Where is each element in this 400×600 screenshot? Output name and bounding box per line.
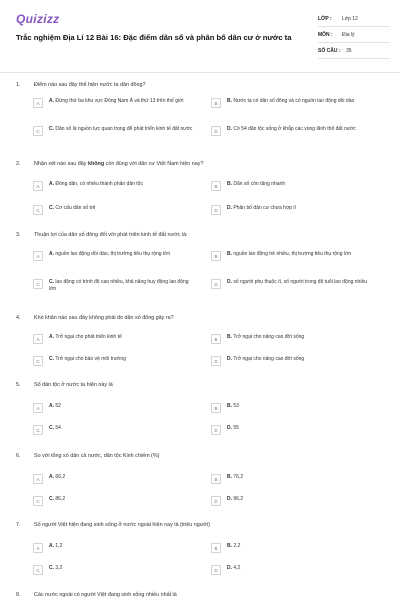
option-a[interactable]: [33, 98, 211, 108]
document-title: Trắc nghiệm Địa Lí 12 Bài 16: Đặc điểm dân số và phân bố dân cư ở nước ta: [16, 33, 292, 42]
meta-label: LỚP :: [318, 15, 332, 22]
option-text: 66,2: [55, 474, 66, 480]
option-b[interactable]: [211, 403, 389, 413]
option-text: Có 54 dân tộc sống ở khắp các vùng lãnh thổ đất nước: [233, 126, 356, 132]
option-text: 76,2: [233, 474, 244, 480]
option-a[interactable]: [33, 543, 211, 553]
option-label: B.: [227, 543, 232, 549]
option-letter: C: [33, 205, 43, 215]
meta-info: [318, 11, 390, 59]
option-label: B.: [227, 334, 232, 340]
option-letter: A: [33, 334, 43, 344]
option-text: Trở ngại cho phát triển kinh tế: [55, 334, 122, 340]
option-text: 4,2: [233, 565, 241, 571]
question-6: [16, 451, 388, 461]
meta-row-count: [318, 43, 390, 59]
option-text: Trở ngại cho nâng cao đời sống: [233, 334, 305, 340]
option-letter: B: [211, 98, 221, 108]
question-number: 3.: [16, 232, 21, 238]
question-header: [16, 313, 388, 323]
question-7: [16, 520, 388, 530]
meta-label: SỐ CÂU :: [318, 47, 341, 54]
option-c[interactable]: [33, 205, 211, 215]
option-letter: D: [211, 356, 221, 366]
option-c[interactable]: [33, 565, 211, 575]
option-text: Dân số còn tăng nhanh: [233, 181, 286, 187]
option-label: A.: [49, 251, 54, 257]
option-b[interactable]: [211, 334, 389, 344]
option-label: C.: [49, 565, 54, 571]
option-label: B.: [227, 403, 232, 409]
question-number: 6.: [16, 453, 21, 459]
option-letter: C: [33, 496, 43, 506]
option-label: C.: [49, 425, 54, 431]
option-label: D.: [227, 496, 232, 502]
option-label: D.: [227, 279, 232, 285]
question-text: Điểm nào sau đây thể hiện nước ta dân đông?: [34, 82, 146, 88]
option-text: 3,2: [55, 565, 63, 571]
question-header: [16, 520, 388, 530]
option-label: C.: [49, 126, 54, 132]
question-number: 8.: [16, 592, 21, 598]
question-8: [16, 590, 388, 600]
question-text: Số người Việt hiện đang sinh sống ở nước ngoài hiện nay là (triệu người): [34, 522, 210, 528]
meta-label: MÔN :: [318, 31, 333, 38]
option-b[interactable]: [211, 98, 389, 108]
option-letter: B: [211, 474, 221, 484]
question-text: Các nước ngoài có người Việt đang sinh sống nhiều nhất là: [34, 592, 177, 598]
question-text: Khó khăn nào sau đây không phải do dân số đông gây ra?: [34, 315, 174, 321]
option-letter: C: [33, 279, 43, 289]
option-letter: D: [211, 425, 221, 435]
option-text: Phân bố dân cư chưa hợp lí: [233, 205, 296, 211]
option-letter: A: [33, 181, 43, 191]
option-label: B.: [227, 181, 232, 187]
meta-row-subject: [318, 27, 390, 43]
option-letter: C: [33, 126, 43, 136]
option-label: A.: [49, 98, 54, 104]
option-letter: B: [211, 251, 221, 261]
question-text: Số dân tộc ở nước ta hiện này là: [34, 382, 113, 388]
option-text: Cơ cấu dân số trẻ: [55, 205, 96, 211]
option-text: Đứng thứ ba khu vực Đông Nam Á và thứ 13 trên thế giới: [55, 98, 184, 104]
option-letter: A: [33, 251, 43, 261]
option-letter: B: [211, 181, 221, 191]
meta-value: Địa lý: [342, 31, 355, 38]
option-label: A.: [49, 403, 54, 409]
option-letter: C: [33, 565, 43, 575]
option-text: 2,2: [233, 543, 241, 549]
question-2: [16, 159, 388, 169]
option-label: A.: [49, 474, 54, 480]
question-number: 5.: [16, 382, 21, 388]
question-header: [16, 380, 388, 390]
question-4: [16, 313, 388, 323]
option-c[interactable]: [33, 496, 211, 506]
option-text: Đông dân, có nhiều thành phần dân tộc: [55, 181, 143, 187]
question-3: [16, 230, 388, 240]
option-c[interactable]: [33, 356, 211, 366]
option-label: D.: [227, 205, 232, 211]
quizizz-logo: Quizizz: [16, 12, 60, 26]
option-label: C.: [49, 205, 54, 211]
header-divider: [0, 72, 400, 73]
option-label: C.: [49, 279, 54, 285]
page-header: [0, 0, 400, 72]
option-b[interactable]: [211, 181, 389, 191]
option-letter: B: [211, 543, 221, 553]
option-d[interactable]: [211, 496, 389, 506]
question-1: [16, 80, 388, 90]
option-letter: D: [211, 496, 221, 506]
question-number: 1.: [16, 82, 21, 88]
option-label: B.: [227, 474, 232, 480]
option-letter: C: [33, 425, 43, 435]
option-text: Trở ngại cho nâng cao đời sống: [233, 356, 305, 362]
option-c[interactable]: [33, 279, 211, 293]
option-text: 96,2: [233, 496, 244, 502]
option-letter: D: [211, 279, 221, 289]
option-text: Trở ngại cho bảo vệ môi trường: [55, 356, 126, 362]
option-b[interactable]: [211, 251, 389, 261]
meta-value: 35: [346, 47, 352, 54]
option-label: C.: [49, 496, 54, 502]
option-label: D.: [227, 356, 232, 362]
question-header: [16, 159, 388, 169]
question-5: [16, 380, 388, 390]
meta-row-class: [318, 11, 390, 27]
option-letter: C: [33, 356, 43, 366]
option-text: 86,2: [55, 496, 66, 502]
option-text: Nước ta có dân số đông và có nguồn lao động dồi dào: [233, 98, 355, 104]
option-label: A.: [49, 543, 54, 549]
option-letter: A: [33, 403, 43, 413]
option-a[interactable]: [33, 334, 211, 344]
option-letter: B: [211, 334, 221, 344]
option-a[interactable]: [33, 403, 211, 413]
option-text: nguồn lao động trẻ nhiều, thị trường tiêu thụ rộng lớn: [233, 251, 352, 257]
question-header: [16, 590, 388, 600]
option-a[interactable]: [33, 181, 211, 191]
option-label: D.: [227, 126, 232, 132]
question-header: [16, 230, 388, 240]
option-d[interactable]: [211, 425, 389, 435]
option-a[interactable]: [33, 474, 211, 484]
option-d[interactable]: [211, 565, 389, 575]
option-letter: A: [33, 543, 43, 553]
question-text: Nhận xét nào sau đây không còn đúng với dân cư Việt Nam hiện nay?: [34, 161, 204, 167]
question-number: 4.: [16, 315, 21, 321]
option-label: D.: [227, 565, 232, 571]
option-label: A.: [49, 181, 54, 187]
question-number: 2.: [16, 161, 21, 167]
question-text: So với tổng số dân cả nước, dân tộc Kinh chiếm (%): [34, 453, 160, 459]
option-text: 55: [233, 425, 239, 431]
question-text: Thuận lợi của dân số đông đối với phát triển kinh tế đất nước là:: [34, 232, 188, 238]
option-text: 1,2: [55, 543, 63, 549]
option-label: B.: [227, 98, 232, 104]
option-letter: B: [211, 403, 221, 413]
option-c[interactable]: [33, 425, 211, 435]
option-text: 53: [233, 403, 239, 409]
question-number: 7.: [16, 522, 21, 528]
option-text: Dân số là nguồn lực quan trọng để phát triển kinh tế đất nước: [55, 126, 193, 132]
option-label: A.: [49, 334, 54, 340]
option-b[interactable]: [211, 543, 389, 553]
option-text: nguồn lao động dồi dào, thị trường tiêu thụ rộng lớn: [55, 251, 171, 257]
option-d[interactable]: [211, 356, 389, 366]
option-text: lao động có trình độ cao nhiều, khả năng huy động lao động lớn: [49, 279, 189, 292]
option-text: 52: [55, 403, 61, 409]
option-letter: D: [211, 205, 221, 215]
option-letter: D: [211, 565, 221, 575]
option-label: B.: [227, 251, 232, 257]
meta-value: Lớp 12: [342, 15, 358, 22]
option-b[interactable]: [211, 474, 389, 484]
option-a[interactable]: [33, 251, 211, 261]
option-text: số người phụ thuộc ít, số người trong độ tuổi lao động nhiều: [233, 279, 368, 285]
question-header: [16, 80, 388, 90]
option-d[interactable]: [211, 126, 389, 136]
option-letter: D: [211, 126, 221, 136]
option-letter: A: [33, 474, 43, 484]
option-d[interactable]: [211, 279, 389, 289]
option-c[interactable]: [33, 126, 211, 136]
option-label: D.: [227, 425, 232, 431]
option-letter: A: [33, 98, 43, 108]
option-label: C.: [49, 356, 54, 362]
option-text: 54: [55, 425, 61, 431]
question-header: [16, 451, 388, 461]
option-d[interactable]: [211, 205, 389, 215]
